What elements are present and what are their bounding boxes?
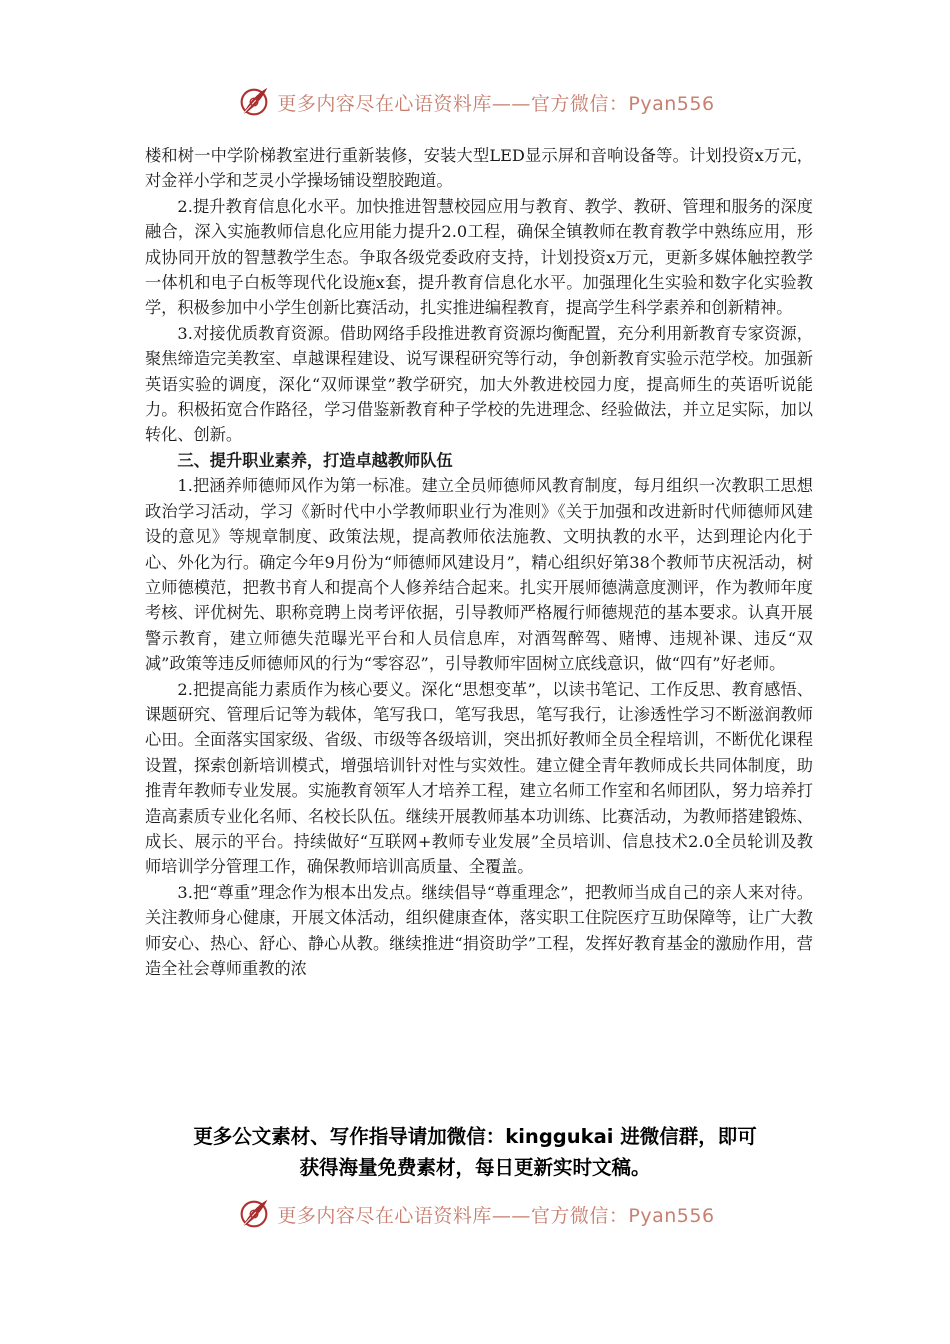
banner-wechat-id: Pyan556 xyxy=(628,1204,715,1227)
promo-line: 获得海量免费素材，每日更新实时文稿。 xyxy=(299,1156,651,1179)
document-body xyxy=(145,143,813,981)
quill-logo-icon xyxy=(235,1195,273,1233)
promo-line: 更多公文素材、写作指导请加微信：kinggukai 进微信群，即可 xyxy=(193,1125,757,1148)
paragraph: 3.把“尊重”理念作为根本出发点。继续倡导“尊重理念”，把教师当成自己的亲人来对待。关注教师身心健康，开展文体活动，组织健康查体，落实职工住院医疗互助保障等，让广大教师安心、热心、舒心、静心从教。继续推进“捐资助学”工程，发挥好教育基金的激励作用，营造全社会尊师重教的浓 xyxy=(145,882,813,978)
promo-text xyxy=(140,1121,810,1183)
banner-text: 更多内容尽在心语资料库——官方微信：Pyan556 xyxy=(277,1204,715,1227)
banner-text: 更多内容尽在心语资料库——官方微信：Pyan556 xyxy=(277,92,715,115)
banner-wechat-id: Pyan556 xyxy=(628,92,715,115)
paragraph: 2.提升教育信息化水平。加快推进智慧校园应用与教育、教学、教研、管理和服务的深度融合，深入实施教师信息化应用能力提升2.0工程，确保全镇教师在教育教学中熟练应用，形成协同开放的智慧教学生态。争取各级党委政府支持，计划投资x万元，更新多媒体触控教学一体机和电子白板等现代化设施x套，提升教育信息化水平。加强理化生实验和数字化实验教学，积极参加中小学生创新比赛活动，扎实推进编程教育，提高学生科学素养和创新精神。 xyxy=(145,196,813,318)
paragraph: 楼和树一中学阶梯教室进行重新装修，安装大型LED显示屏和音响设备等。计划投资x万元，对金祥小学和芝灵小学操场铺设塑胶跑道。 xyxy=(145,146,813,191)
paragraph: 3.对接优质教育资源。借助网络手段推进教育资源均衡配置，充分利用新教育专家资源，聚焦缔造完美教室、卓越课程建设、说写课程研究等行动，争创新教育实验示范学校。加强新英语实验的调度，深化“双师课堂”教学研究，加大外教进校园力度，提高师生的英语听说能力。积极拓宽合作路径，学习借鉴新教育种子学校的先进理念、经验做法，并立足实际，加以转化、创新。 xyxy=(145,323,813,445)
paragraph: 2.把提高能力素质作为核心要义。深化“思想变革”，以读书笔记、工作反思、教育感悟、课题研究、管理后记等为载体，笔写我口，笔写我思，笔写我行，让渗透性学习不断滋润教师心田。全面落实国家级、省级、市级等各级培训，突出抓好教师全员全程培训，不断优化课程设置，探索创新培训模式，增强培训针对性与实效性。建立健全青年教师成长共同体制度，助推青年教师专业发展。实施教育领军人才培养工程，建立名师工作室和名师团队，努力培养打造高素质专业化名师、名校长队伍。继续开展教师基本功训练、比赛活动，为教师搭建锻炼、成长、展示的平台。持续做好“互联网+教师专业发展”全员培训、信息技术2.0全员轮训及教师培训学分管理工作，确保教师培训高质量、全覆盖。 xyxy=(145,679,813,877)
quill-logo-icon xyxy=(235,83,273,121)
header-banner xyxy=(0,82,950,122)
section-heading: 三、提升职业素养，打造卓越教师队伍 xyxy=(177,450,453,470)
paragraph: 1.把涵养师德师风作为第一标准。建立全员师德师风教育制度，每月组织一次教职工思想政治学习活动，学习《新时代中小学教师职业行为准则》《关于加强和改进新时代师德师风建设的意见》等规章制度、政策法规，提高教师依法施教、文明执教的水平，达到理论内化于心、外化为行。确定今年9月份为“师德师风建设月”，精心组织好第38个教师节庆祝活动，树立师德模范，把教书育人和提高个人修养结合起来。扎实开展师德满意度测评，作为教师年度考核、评优树先、职称竞聘上岗考评依据，引导教师严格履行师德规范的基本要求。认真开展警示教育，建立师德失范曝光平台和人员信息库，对酒驾醉驾、赌博、违规补课、违反“双减”政策等违反师德师风的行为“零容忍”，引导教师牢固树立底线意识，做“四有”好老师。 xyxy=(145,476,813,674)
footer-banner xyxy=(0,1194,950,1234)
